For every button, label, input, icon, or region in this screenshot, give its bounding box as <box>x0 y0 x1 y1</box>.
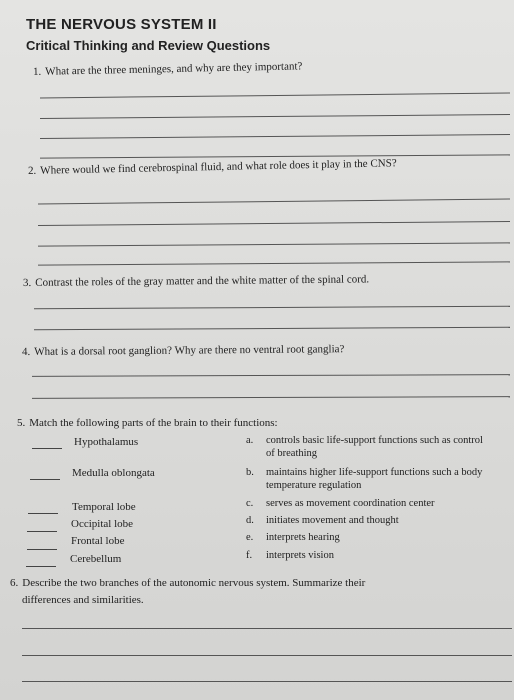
match-blank-frontal[interactable] <box>27 549 57 550</box>
question-number: 2. <box>27 164 37 177</box>
answer-line[interactable] <box>32 396 510 399</box>
function-text: serves as movement coordination center <box>266 498 435 509</box>
answer-line[interactable] <box>40 114 510 119</box>
question-number: 5. <box>17 417 26 429</box>
answer-line[interactable] <box>22 628 512 629</box>
match-blank-cerebellum[interactable] <box>26 566 56 567</box>
answer-line[interactable] <box>38 261 510 265</box>
function-text: initiates movement and thought <box>266 515 399 526</box>
question-text: What are the three meninges, and why are they important? <box>45 60 303 78</box>
answer-line[interactable] <box>22 681 512 682</box>
answer-line[interactable] <box>40 134 510 139</box>
question-number: 4. <box>21 345 31 358</box>
question-text: Contrast the roles of the gray matter and the white matter of the spinal cord. <box>35 273 370 289</box>
function-text: maintains higher life-support functions such a body temperature regulation <box>266 467 483 491</box>
answer-line[interactable] <box>38 221 510 226</box>
answer-line[interactable] <box>34 306 510 309</box>
match-part: Medulla oblongata <box>72 467 155 479</box>
question-text: differences and similarities. <box>22 594 144 606</box>
match-function-b <box>246 466 514 492</box>
match-blank-hypothalamus[interactable] <box>32 448 62 449</box>
match-part: Frontal lobe <box>71 535 125 547</box>
match-function-d <box>246 514 496 527</box>
function-letter: d. <box>246 515 254 526</box>
match-function-e <box>246 531 496 544</box>
match-function-c <box>246 497 496 510</box>
answer-line[interactable] <box>40 154 510 158</box>
question-1 <box>33 60 303 78</box>
match-blank-temporal[interactable] <box>28 513 58 514</box>
function-text: interprets hearing <box>266 532 340 543</box>
match-blank-occipital[interactable] <box>27 531 57 532</box>
function-letter: b. <box>246 467 254 478</box>
question-number: 6. <box>10 577 19 589</box>
answer-line[interactable] <box>38 242 510 246</box>
question-6-continued <box>22 594 144 606</box>
function-text: interprets vision <box>266 550 334 561</box>
question-number: 3. <box>22 276 32 289</box>
function-letter: f. <box>246 550 253 561</box>
function-letter: e. <box>246 532 254 543</box>
answer-line[interactable] <box>34 327 510 330</box>
question-text: Match the following parts of the brain to their functions: <box>29 417 278 429</box>
function-letter: a. <box>246 435 254 446</box>
answer-line[interactable] <box>32 374 510 377</box>
match-part: Cerebellum <box>70 553 122 565</box>
question-text: Describe the two branches of the autonomic nervous system. Summarize their <box>22 577 366 589</box>
question-2 <box>28 157 397 177</box>
answer-line[interactable] <box>22 655 512 656</box>
function-letter: c. <box>246 498 254 509</box>
page-subtitle: Critical Thinking and Review Questions <box>26 38 271 53</box>
function-text: controls basic life-support functions such as control of breathing <box>266 435 483 459</box>
match-part: Hypothalamus <box>74 436 139 448</box>
question-number: 1. <box>32 65 42 78</box>
question-5 <box>17 417 278 429</box>
match-part: Temporal lobe <box>72 501 136 513</box>
question-3 <box>23 273 369 289</box>
question-4 <box>22 343 344 358</box>
page-title: THE NERVOUS SYSTEM II <box>26 16 217 33</box>
question-text: Where would we find cerebrospinal fluid, and what role does it play in the CNS? <box>40 157 397 177</box>
question-text: What is a dorsal root ganglion? Why are there no ventral root ganglia? <box>34 343 345 358</box>
question-6 <box>10 577 365 589</box>
match-blank-medulla[interactable] <box>30 479 60 480</box>
match-function-f <box>246 549 496 562</box>
match-function-a <box>246 434 496 460</box>
match-part: Occipital lobe <box>71 518 134 530</box>
answer-line[interactable] <box>40 93 510 99</box>
answer-line[interactable] <box>38 199 510 205</box>
